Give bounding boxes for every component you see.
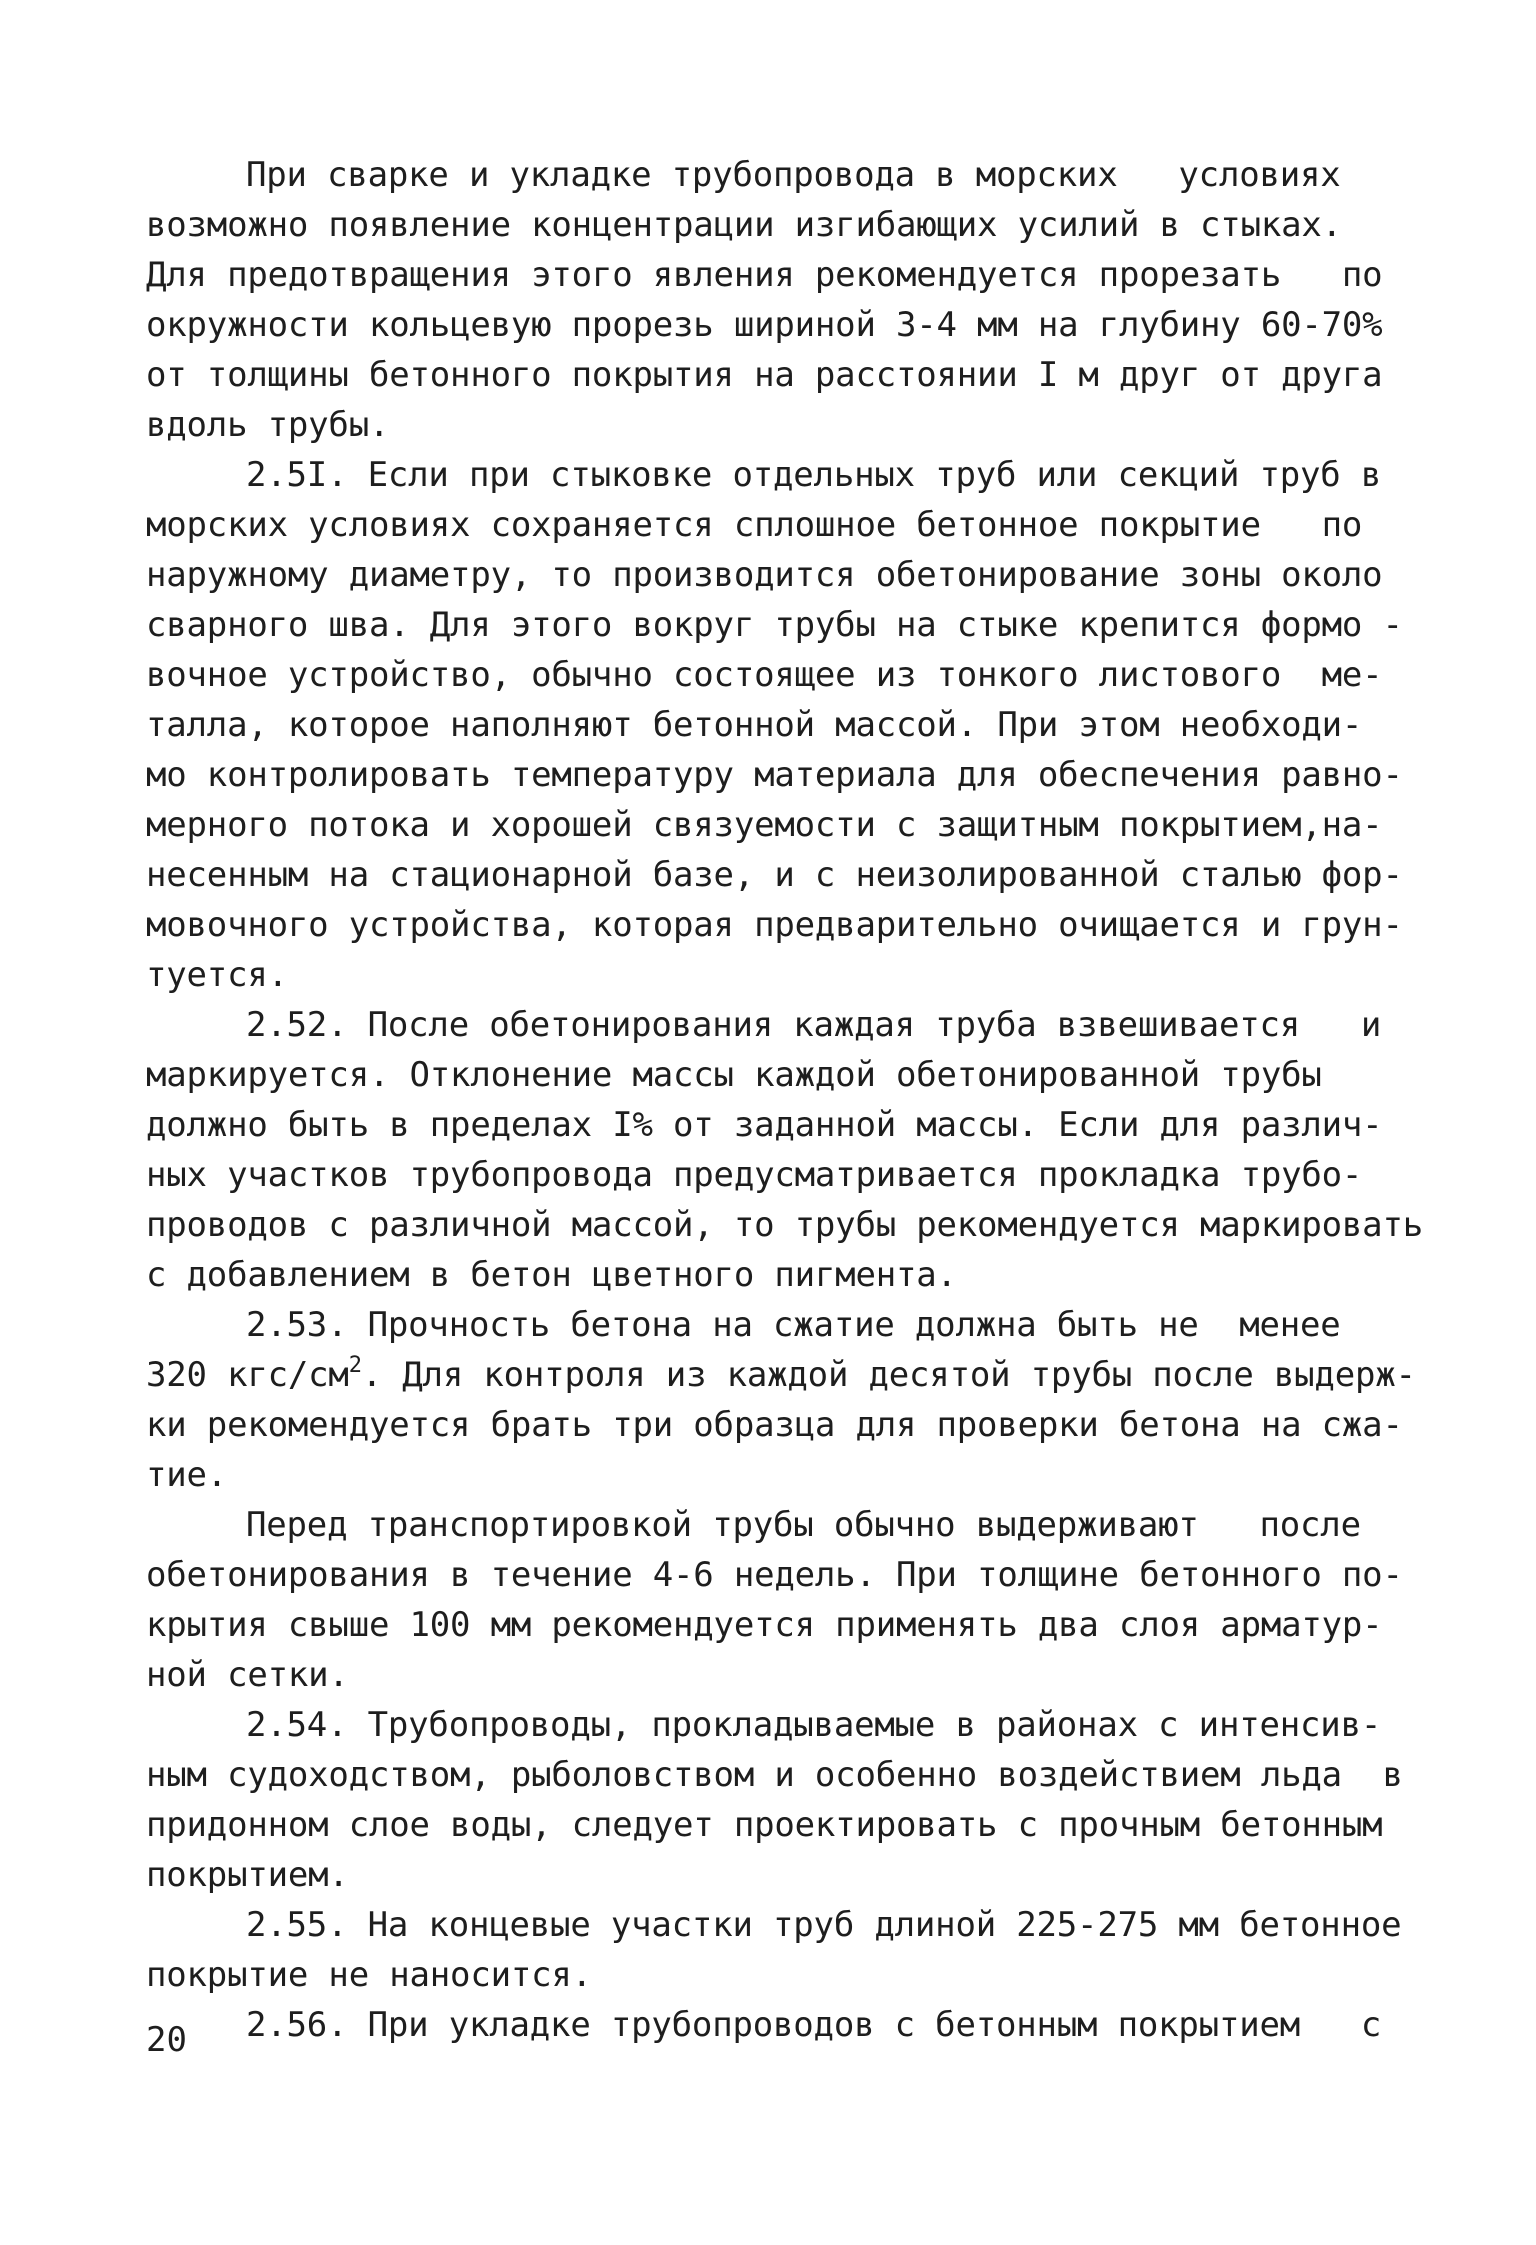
text-line: 2.55. На концевые участки труб длиной 225-275 мм бетонное xyxy=(246,1905,1402,1945)
text-line-with-superscript xyxy=(146,1350,1446,1400)
text-line: мовочного устройства, которая предварительно очищается и грун- xyxy=(146,905,1403,945)
text-line: 2.56. При укладке трубопроводов с бетонным покрытием с xyxy=(246,2005,1382,2045)
text-line: от толщины бетонного покрытия на расстоянии I м друг от друга xyxy=(146,355,1383,395)
text-line: несенным на стационарной базе, и с неизолированной сталью фор- xyxy=(146,855,1403,895)
text-line: 2.5I. Если при стыковке отдельных труб или секций труб в xyxy=(246,455,1382,495)
paragraph-2-52 xyxy=(146,1000,1446,1300)
text-line: 2.53. Прочность бетона на сжатие должна быть не менее xyxy=(246,1305,1341,1345)
paragraph-2-55 xyxy=(146,1900,1446,2000)
text-line: ки рекомендуется брать три образца для проверки бетона на сжа- xyxy=(146,1405,1403,1445)
text-line: 2.54. Трубопроводы, прокладываемые в районах с интенсив- xyxy=(246,1705,1382,1745)
paragraph-welding-note xyxy=(146,150,1446,450)
text-line: вдоль трубы. xyxy=(146,405,390,445)
text-line: 2.52. После обетонирования каждая труба взвешивается и xyxy=(246,1005,1382,1045)
text-line: Перед транспортировкой трубы обычно выдерживают после xyxy=(246,1505,1361,1545)
text-line: окружности кольцевую прорезь шириной 3-4 мм на глубину 60-70% xyxy=(146,305,1383,345)
text-line: маркируется. Отклонение массы каждой обетонированной трубы xyxy=(146,1055,1322,1095)
text-line: вочное устройство, обычно состоящее из тонкого листового ме- xyxy=(146,655,1383,695)
paragraph-2-51 xyxy=(146,450,1446,1000)
text-line: морских условиях сохраняется сплошное бетонное покрытие по xyxy=(146,505,1363,545)
text-line: ным судоходством, рыболовством и особенно воздействием льда в xyxy=(146,1755,1403,1795)
text-line-tail: . Для контроля из каждой десятой трубы после выдерж- xyxy=(361,1355,1416,1395)
document-body xyxy=(146,150,1446,2050)
text-line: возможно появление концентрации изгибающих усилий в стыках. xyxy=(146,205,1342,245)
page-number: 20 xyxy=(146,2020,187,2060)
text-line: крытия свыше 100 мм рекомендуется применять два слоя арматур- xyxy=(146,1605,1383,1645)
text-line: талла, которое наполняют бетонной массой. При этом необходи- xyxy=(146,705,1363,745)
paragraph-2-56 xyxy=(146,2000,1446,2050)
paragraph-2-53 xyxy=(146,1300,1446,1500)
text-line: покрытие не наносится. xyxy=(146,1955,592,1995)
text-line: с добавлением в бетон цветного пигмента. xyxy=(146,1255,957,1295)
text-line: туется. xyxy=(146,955,288,995)
text-line: придонном слое воды, следует проектировать с прочным бетонным xyxy=(146,1805,1383,1845)
text-line: При сварке и укладке трубопровода в морских условиях xyxy=(246,155,1341,195)
text-line: мо контролировать температуру материала для обеспечения равно- xyxy=(146,755,1403,795)
text-line: проводов с различной массой, то трубы рекомендуется маркировать xyxy=(146,1205,1423,1245)
text-line: Для предотвращения этого явления рекомендуется прорезать по xyxy=(146,255,1383,295)
text-line: обетонирования в течение 4-6 недель. При толщине бетонного по- xyxy=(146,1555,1403,1595)
text-line: ных участков трубопровода предусматривается прокладка трубо- xyxy=(146,1155,1363,1195)
text-line: сварного шва. Для этого вокруг трубы на стыке крепится формо - xyxy=(146,605,1403,645)
text-line: должно быть в пределах I% от заданной массы. Если для различ- xyxy=(146,1105,1383,1145)
text-line: наружному диаметру, то производится обетонирование зоны около xyxy=(146,555,1383,595)
text-line: тие. xyxy=(146,1455,228,1495)
paragraph-2-54 xyxy=(146,1700,1446,1900)
text-line: ной сетки. xyxy=(146,1655,349,1695)
strength-value: 320 кгс/см xyxy=(146,1355,349,1395)
text-line: мерного потока и хорошей связуемости с защитным покрытием,на- xyxy=(146,805,1383,845)
superscript-exponent: 2 xyxy=(348,1353,362,1378)
paragraph-transport xyxy=(146,1500,1446,1700)
text-line: покрытием. xyxy=(146,1855,349,1895)
